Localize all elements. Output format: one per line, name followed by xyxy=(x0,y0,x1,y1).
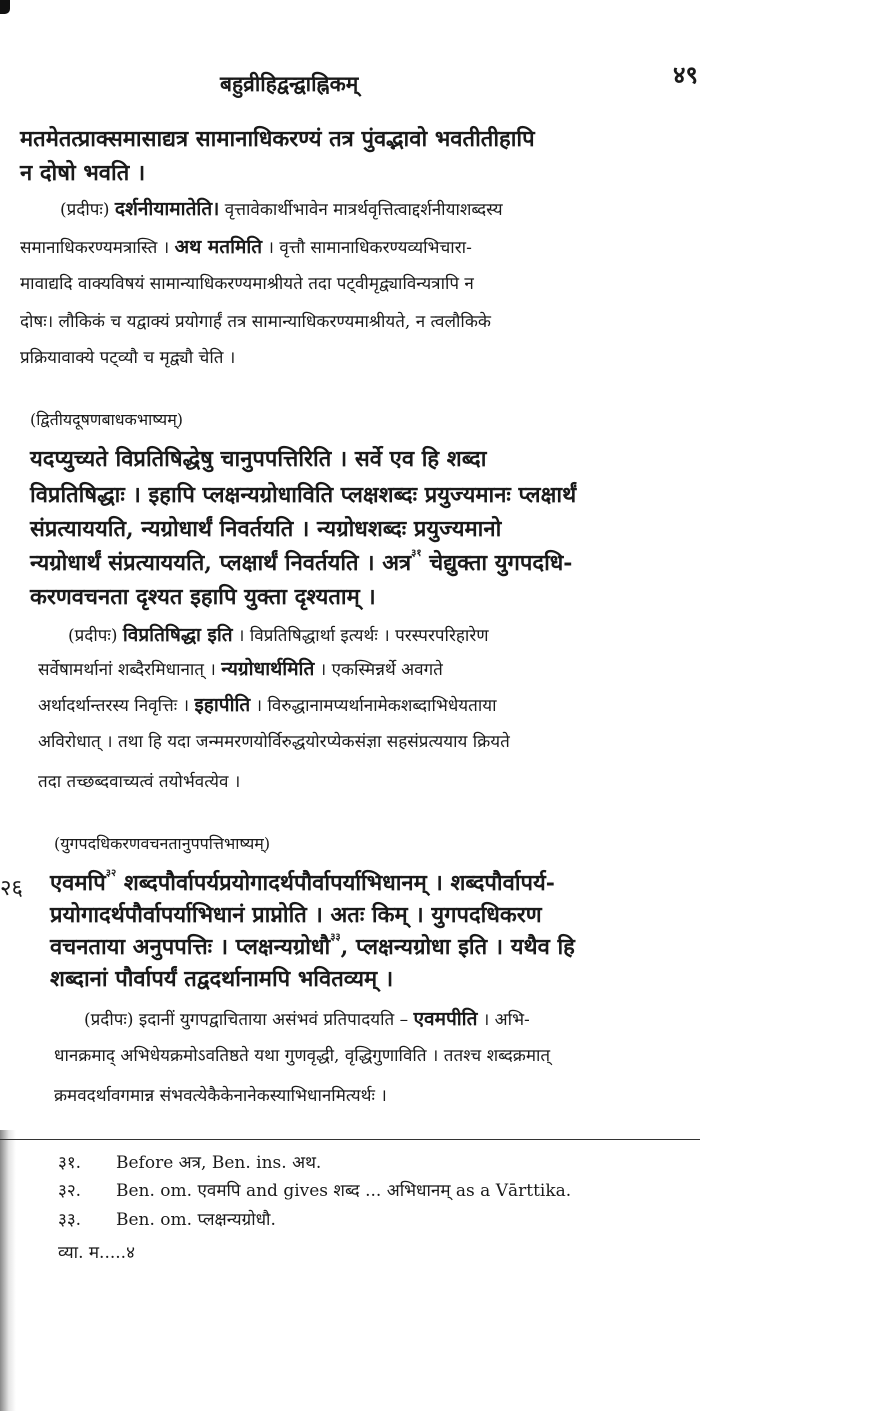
section-subheading: (द्वितीयदूषणबाधकभाष्यम्) xyxy=(30,410,184,429)
footnote-ref: ३३ xyxy=(330,932,341,943)
pradipa-line: (प्रदीपः) इदानीं युगपद्वाचिताया असंभवं प्रतिपादयति – एवमपीति । अभि- xyxy=(84,1008,530,1030)
pradipa-line: धानक्रमाद् अभिधेयक्रमोऽवतिष्ठते यथा गुणवृद्धी, वृद्धिगुणाविति । ततश्च शब्दक्रमात् xyxy=(54,1046,551,1066)
page-header xyxy=(20,58,710,108)
bhashya-line: करणवचनता दृश्यत इहापि युक्ता दृश्यताम् । xyxy=(30,584,376,610)
footnote: ३१. Before अत्र, Ben. ins. अथ. xyxy=(58,1153,322,1173)
pradipa-line: मावाद्यदि वाक्यविषयं सामान्याधिकरण्यमाश्रीयते तदा पट्वीमृद्व्याविन्यत्रापि न xyxy=(20,274,474,294)
margin-number: २६ xyxy=(0,876,23,901)
bhashya-line: एवमपि$^{३२}$ शब्दपौर्वापर्यप्रयोगादर्थपौर्वापर्याभिधानम् । शब्दपौर्वापर्य- xyxy=(50,868,555,896)
footnote-rule xyxy=(0,1139,700,1140)
pradipa-line: अविरोधात् । तथा हि यदा जन्ममरणयोर्विरुद्धयोरप्येकसंज्ञा सहसंप्रत्ययाय क्रियते xyxy=(38,732,510,752)
pradipa-line: (प्रदीपः) दर्शनीयामातेति। वृत्तावेकार्थीभावेन मात्रर्थवृत्तित्वाद्दर्शनीयाशब्दस्य xyxy=(60,198,503,220)
bhashya-line: न दोषो भवति । xyxy=(20,160,146,186)
section-subheading: (युगपदधिकरणवचनतानुपपत्तिभाष्यम्) xyxy=(54,834,271,853)
bhashya-line: प्रयोगादर्थपौर्वापर्याभिधानं प्राप्नोति । अतः किम् । युगपदधिकरण xyxy=(50,902,542,928)
footnote-ref: ३२ xyxy=(105,868,117,879)
pradipa-line: अर्थादर्थान्तरस्य निवृत्तिः । इहापीति । विरुद्धानामप्यर्थानामेकशब्दाभिधेयताया xyxy=(38,694,497,716)
pradipa-line: (प्रदीपः) विप्रतिषिद्धा इति । विप्रतिषिद्धार्था इत्यर्थः । परस्परपरिहारेण xyxy=(68,624,489,646)
pradipa-line: प्रक्रियावाक्ये पट्व्यौ च मृद्व्यौ चेति । xyxy=(20,348,236,368)
bhashya-line: न्यग्रोधार्थं संप्रत्याययति, प्लक्षार्थं निवर्तयति । अत्र$^{३१}$ चेद्युक्ता युगपदधि- xyxy=(30,548,573,576)
pradipa-line: सर्वेषामर्थानां शब्दैरमिधानात् । न्यग्रोधार्थमिति । एकस्मिन्नर्थे अवगते xyxy=(38,658,443,680)
pradipa-line: समानाधिकरण्यमत्रास्ति । अथ मतमिति । वृत्तौ सामानाधिकरण्यव्यभिचारा- xyxy=(20,236,472,258)
running-head: बहुव्रीहिद्वन्द्वाह्निकम् xyxy=(220,71,359,96)
scan-edge-shadow xyxy=(0,1130,16,1411)
footnote: ३३. Ben. om. प्लक्षन्यग्रोधौ. xyxy=(58,1210,276,1230)
pradipa-line: तदा तच्छब्दवाच्यत्वं तयोर्भवत्येव । xyxy=(38,772,241,792)
page-number: ४९ xyxy=(673,60,698,89)
signature-mark: व्या. म.....४ xyxy=(58,1243,135,1263)
bhashya-line: वचनताया अनुपपत्तिः । प्लक्षन्यग्रोधौ$^{३३}$, प्लक्षन्यग्रोधा इति । यथैव हि xyxy=(50,932,575,960)
pradipa-line: क्रमवदर्थावगमान्न संभवत्येकैकेनानेकस्याभिधानमित्यर्थः । xyxy=(54,1086,387,1106)
footnote: ३२. Ben. om. एवमपि and gives शब्द ... अभिधानम् as a Vārttika. xyxy=(58,1181,572,1201)
bhashya-line: संप्रत्याययति, न्यग्रोधार्थं निवर्तयति । न्यग्रोधशब्दः प्रयुज्यमानो xyxy=(30,516,502,542)
footnote-ref: ३१ xyxy=(411,548,422,559)
bhashya-line: शब्दानां पौर्वापर्यं तद्वदर्थानामपि भवितव्यम् । xyxy=(50,966,394,992)
bhashya-line: विप्रतिषिद्धाः । इहापि प्लक्षन्यग्रोधाविति प्लक्षशब्दः प्रयुज्यमानः प्लक्षार्थं xyxy=(30,482,577,508)
scan-corner-mark xyxy=(0,0,10,14)
bhashya-line: मतमेतत्प्राक्समासाद्यत्र सामानाधिकरण्यं तत्र पुंवद्भावो भवतीतीहापि xyxy=(20,126,535,152)
pradipa-line: दोषः। लौकिकं च यद्वाक्यं प्रयोगार्हं तत्र सामान्याधिकरण्यमाश्रीयते, न त्वलौकिके xyxy=(20,312,491,332)
bhashya-line: यदप्युच्यते विप्रतिषिद्धेषु चानुपपत्तिरिति । सर्वे एव हि शब्दा xyxy=(30,446,487,472)
